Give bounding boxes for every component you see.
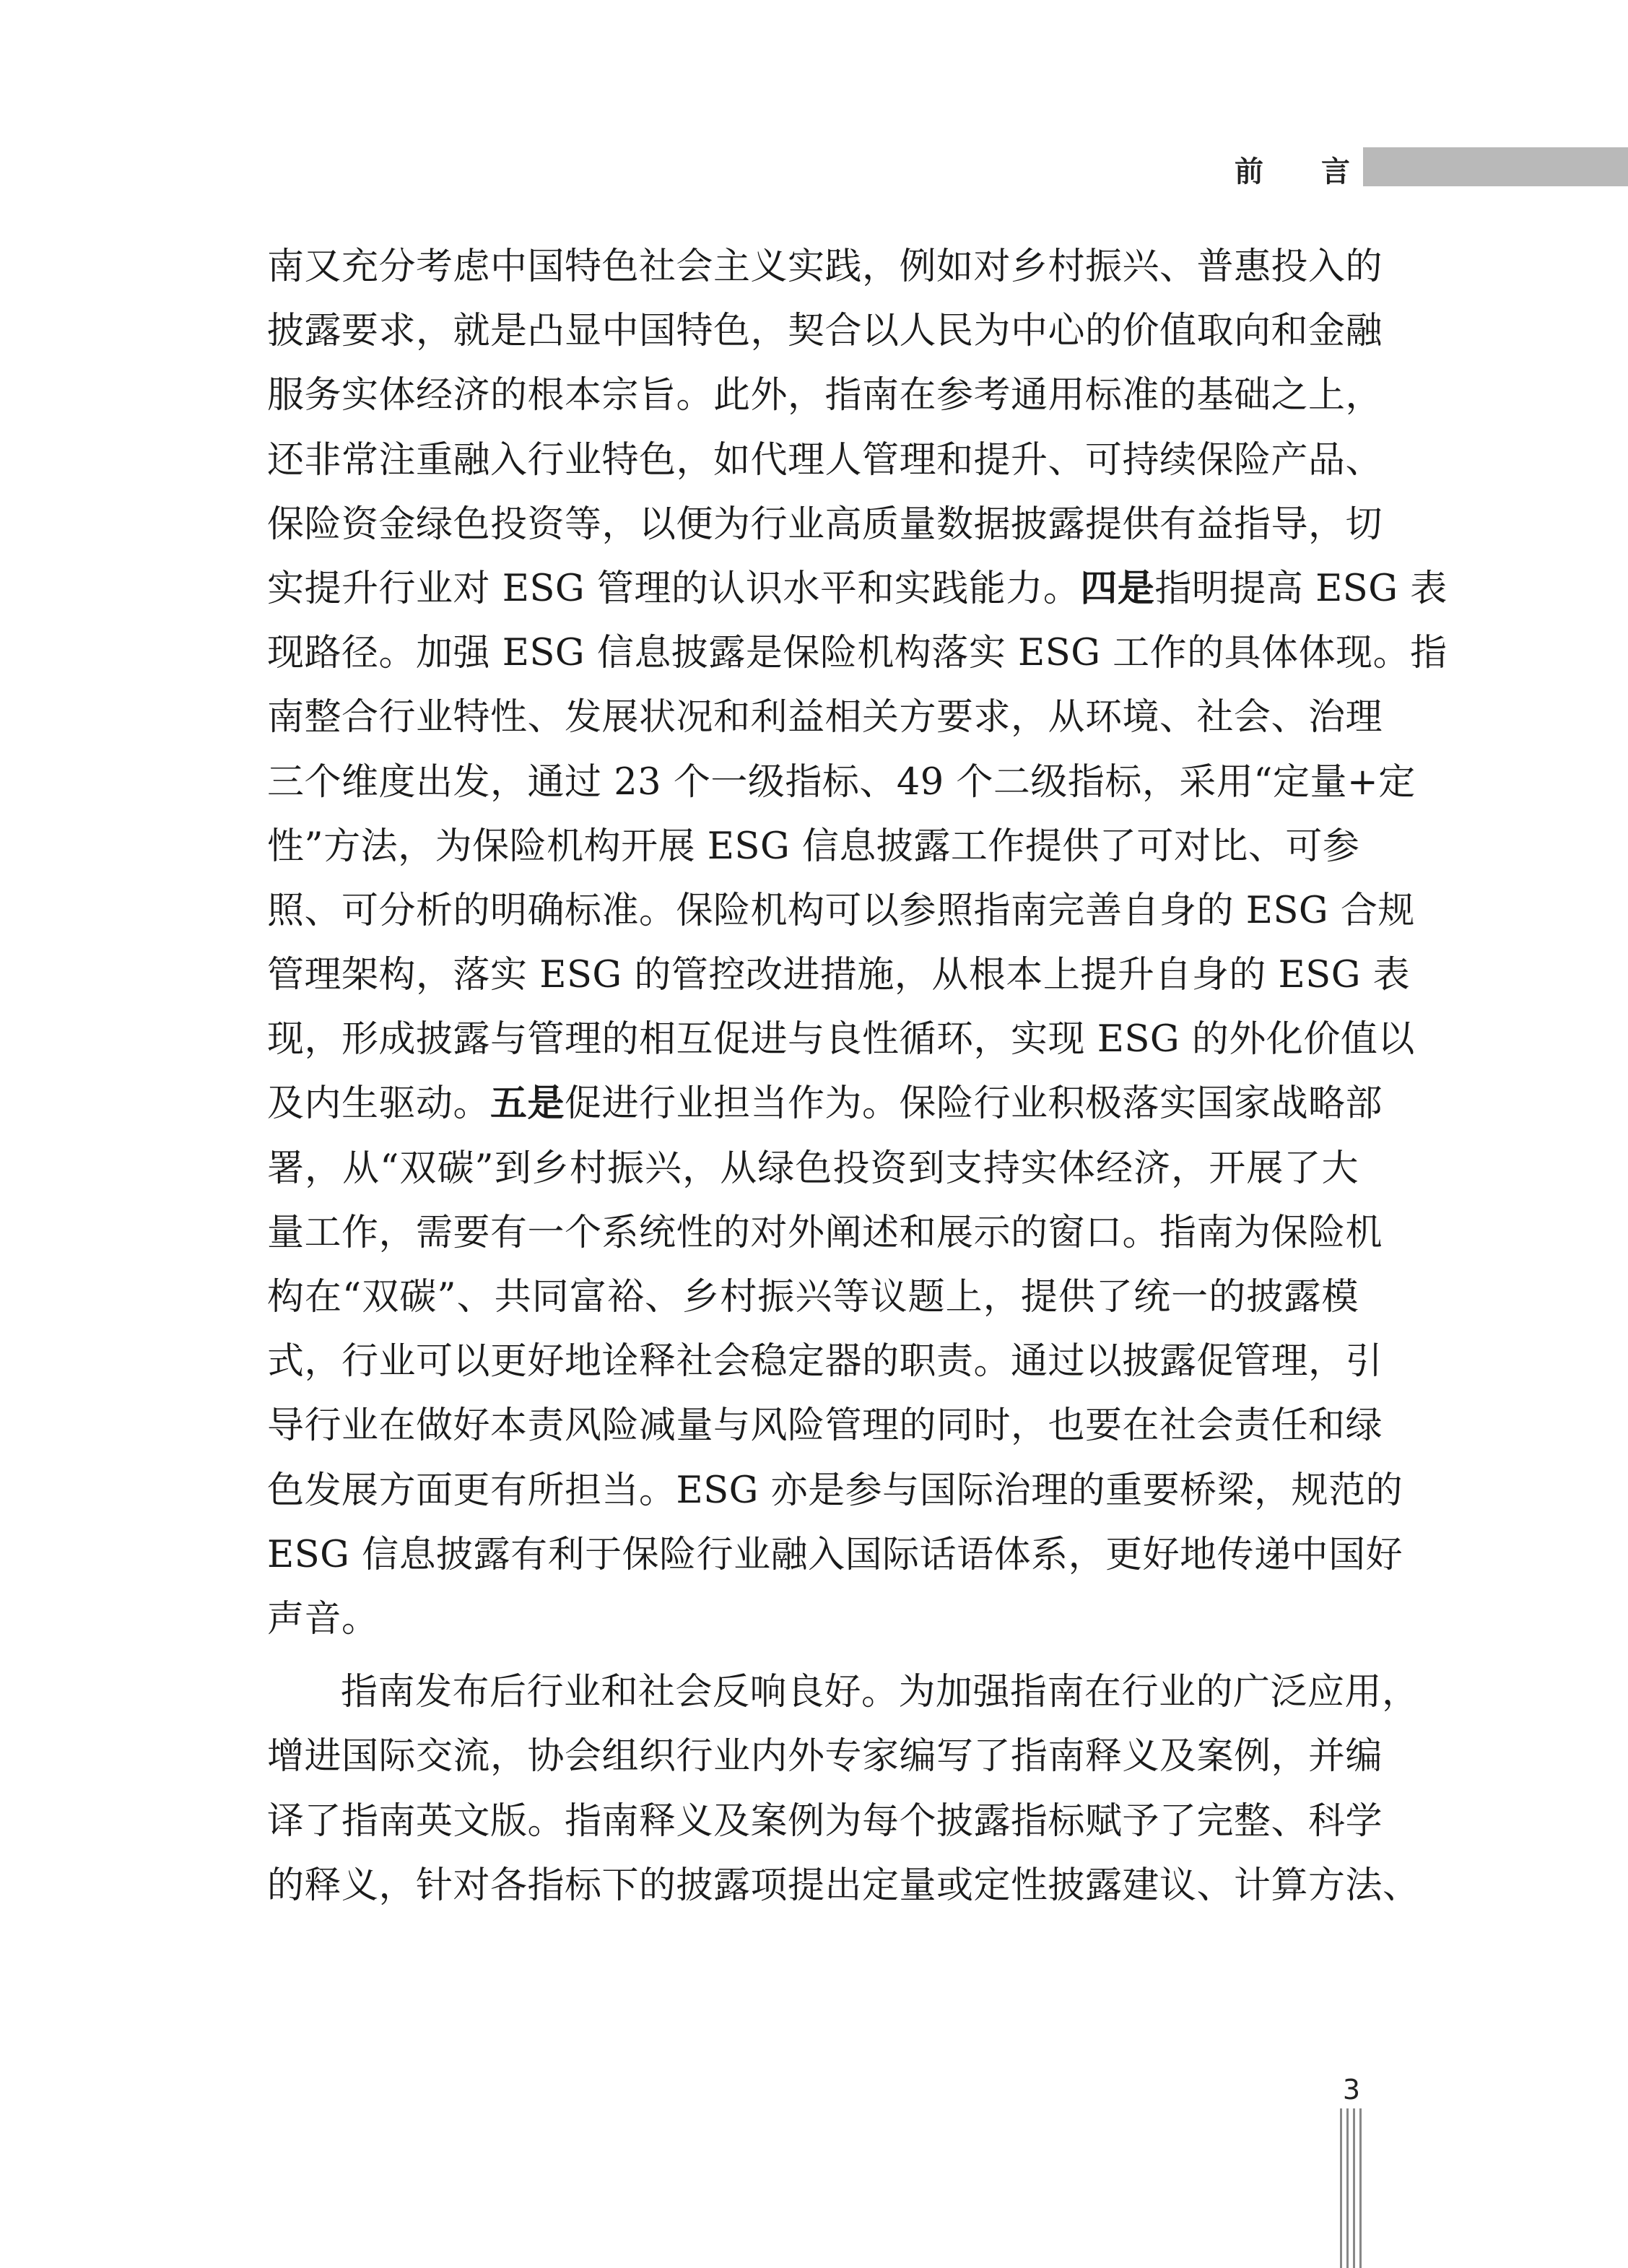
text-line: 的释义，针对各指标下的披露项提出定量或定性披露建议、计算方法、	[267, 1864, 1420, 1907]
bold-keyword: 五是	[490, 1082, 565, 1126]
text-line: 式，行业可以更好地诠释社会稳定器的职责。通过以披露促管理，引	[267, 1340, 1383, 1383]
section-header-char-1: 前	[1235, 155, 1263, 188]
text-line: 声音。	[267, 1597, 379, 1641]
text-run: 及内生驱动。	[267, 1082, 491, 1126]
text-line: 量工作，需要有一个系统性的对外阐述和展示的窗口。指南为保险机	[267, 1211, 1383, 1254]
text-line: 披露要求，就是凸显中国特色，契合以人民为中心的价值取向和金融	[267, 310, 1383, 353]
text-line: 南整合行业特性、发展状况和利益相关方要求，从环境、社会、治理	[267, 696, 1383, 739]
text-line: 南又充分考虑中国特色社会主义实践，例如对乡村振兴、普惠投入的	[267, 246, 1383, 288]
page-edge-lines	[1340, 2108, 1362, 2268]
text-line: 还非常注重融入行业特色，如代理人管理和提升、可持续保险产品、	[267, 438, 1383, 482]
text-line: ESG 信息披露有利于保险行业融入国际话语体系，更好地传递中国好	[267, 1533, 1403, 1576]
text-line: 现，形成披露与管理的相互促进与良性循环，实现 ESG 的外化价值以	[267, 1018, 1415, 1061]
text-line	[267, 1072, 1383, 1136]
paragraph-2	[267, 1660, 1420, 1918]
paragraph-gap	[267, 1651, 1359, 1660]
edge-line	[1340, 2108, 1342, 2268]
text-line: 导行业在做好本责风险减量与风险管理的同时，也要在社会责任和绿	[267, 1404, 1383, 1448]
section-header-char-2: 言	[1321, 155, 1350, 188]
text-line: 三个维度出发，通过 23 个一级指标、49 个二级指标，采用“定量+定	[267, 760, 1416, 804]
text-line: 保险资金绿色投资等，以便为行业高质量数据披露提供有益指导，切	[267, 503, 1383, 546]
paragraph-1	[267, 235, 1448, 1651]
text-line: 现路径。加强 ESG 信息披露是保险机构落实 ESG 工作的具体体现。指	[267, 632, 1448, 675]
edge-line	[1359, 2108, 1362, 2268]
text-line: 管理架构，落实 ESG 的管控改进措施，从根本上提升自身的 ESG 表	[267, 954, 1411, 997]
text-line: 构在“双碳”、共同富裕、乡村振兴等议题上，提供了统一的披露模	[267, 1276, 1359, 1318]
text-line: 署，从“双碳”到乡村振兴，从绿色投资到支持实体经济，开展了大	[267, 1147, 1359, 1190]
text-line	[267, 557, 1448, 621]
text-line: 色发展方面更有所担当。ESG 亦是参与国际治理的重要桥梁，规范的	[267, 1469, 1403, 1512]
text-line: 性”方法，为保险机构开展 ESG 信息披露工作提供了可对比、可参	[267, 825, 1360, 868]
edge-line	[1346, 2108, 1349, 2268]
text-line: 照、可分析的明确标准。保险机构可以参照指南完善自身的 ESG 合规	[267, 889, 1415, 932]
body-text	[267, 235, 1448, 1918]
header-decorative-bar	[1363, 147, 1628, 186]
text-line: 指南发布后行业和社会反响良好。为加强指南在行业的广泛应用，	[341, 1671, 1419, 1714]
text-line: 增进国际交流，协会组织行业内外专家编写了指南释义及案例，并编	[267, 1735, 1383, 1778]
edge-line	[1353, 2108, 1355, 2268]
text-run: 促进行业担当作为。保险行业积极落实国家战略部	[565, 1082, 1383, 1126]
page-number: 3	[1342, 2074, 1361, 2106]
text-line: 译了指南英文版。指南释义及案例为每个披露指标赋予了完整、科学	[267, 1799, 1383, 1843]
text-line: 服务实体经济的根本宗旨。此外，指南在参考通用标准的基础之上，	[267, 374, 1383, 417]
text-run: 指明提高 ESG 表	[1154, 567, 1448, 610]
text-run: 实提升行业对 ESG 管理的认识水平和实践能力。	[267, 567, 1081, 610]
bold-keyword: 四是	[1080, 567, 1155, 610]
section-header-title	[1235, 147, 1350, 191]
